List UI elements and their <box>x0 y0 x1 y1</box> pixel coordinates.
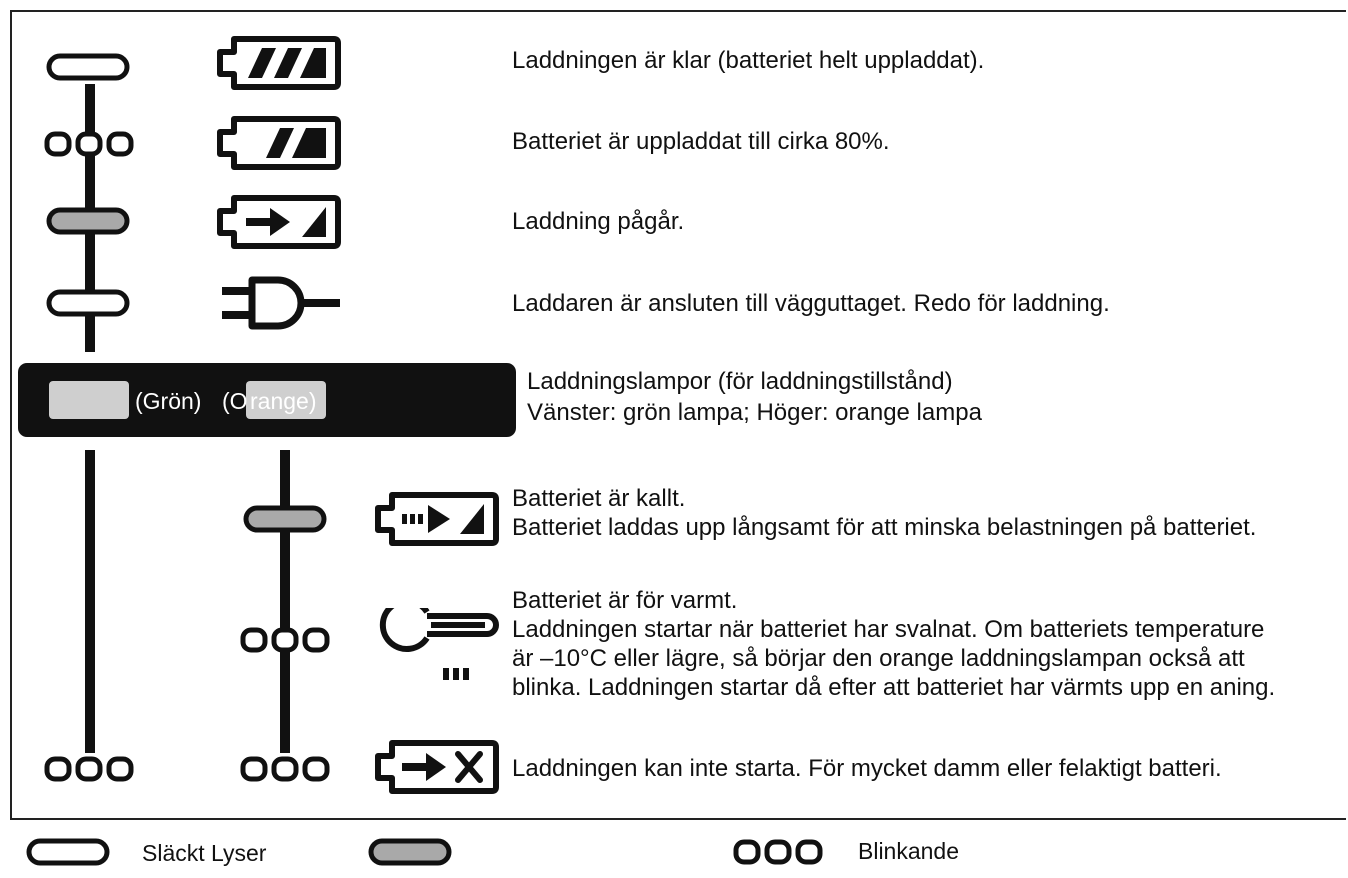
battery-error-icon <box>372 738 500 801</box>
green-lamp-swatch <box>49 381 129 419</box>
row-full-description <box>512 46 984 75</box>
banner-title: Laddningslampor (för laddningstillstånd) <box>527 368 953 395</box>
row-hot-line-4: blinka. Laddningen startar då efter att batteriet har värmts upp en aning. <box>512 674 1276 701</box>
led-lit-icon <box>243 505 327 538</box>
row-hot-description <box>512 586 1275 702</box>
left-led-connector-bottom <box>85 450 95 753</box>
battery-slow-charge-icon <box>372 490 500 553</box>
right-led-connector <box>280 450 290 753</box>
led-blinking-icon <box>44 130 134 163</box>
row-80-description <box>512 127 890 156</box>
led-blinking-icon <box>240 755 330 788</box>
led-blinking-icon <box>240 626 330 659</box>
battery-charging-icon <box>214 193 342 256</box>
row-plugged-line: Laddaren är ansluten till vägguttaget. Redo för laddning. <box>512 290 1110 317</box>
orange-lamp-label-start: (O <box>222 388 248 414</box>
legend-led-lit-icon <box>368 838 452 871</box>
battery-80-percent-icon <box>214 114 342 177</box>
led-blinking-icon <box>44 755 134 788</box>
led-off-icon <box>46 289 130 322</box>
orange-lamp-label-end: range) <box>250 388 317 414</box>
row-error-description <box>512 754 1222 783</box>
row-cold-line-2: Batteriet laddas upp långsamt för att minska belastningen på batteriet. <box>512 514 1257 541</box>
legend-led-off-icon <box>26 838 110 871</box>
green-lamp-label: (Grön) <box>135 388 202 414</box>
row-charging-line: Laddning pågår. <box>512 208 685 235</box>
led-lit-icon <box>46 207 130 240</box>
row-hot-line-2: Laddningen startar när batteriet har svalnat. Om batteriets temperature <box>512 616 1265 643</box>
thermometer-icon <box>375 608 501 691</box>
row-hot-line-3: är –10°C eller lägre, så börjar den orange laddningslampan också att <box>512 645 1245 672</box>
banner-subtitle: Vänster: grön lampa; Höger: orange lampa <box>527 399 982 426</box>
row-cold-description <box>512 484 1256 542</box>
row-full-line: Laddningen är klar (batteriet helt uppladdat). <box>512 47 985 74</box>
row-charging-description <box>512 207 684 236</box>
legend-off-lit-label: Släckt Lyser <box>142 840 267 866</box>
row-cold-line-1: Batteriet är kallt. <box>512 485 686 512</box>
plug-icon <box>220 274 342 337</box>
row-80-line: Batteriet är uppladdat till cirka 80%. <box>512 128 890 155</box>
legend-led-blinking-icon <box>733 838 823 871</box>
row-error-line: Laddningen kan inte starta. För mycket damm eller felaktigt batteri. <box>512 755 1222 782</box>
legend-blinking-label: Blinkande <box>858 838 960 864</box>
row-hot-line-1: Batteriet är för varmt. <box>512 587 738 614</box>
row-plugged-description <box>512 289 1110 318</box>
battery-full-icon <box>214 34 342 97</box>
led-off-icon <box>46 53 130 86</box>
